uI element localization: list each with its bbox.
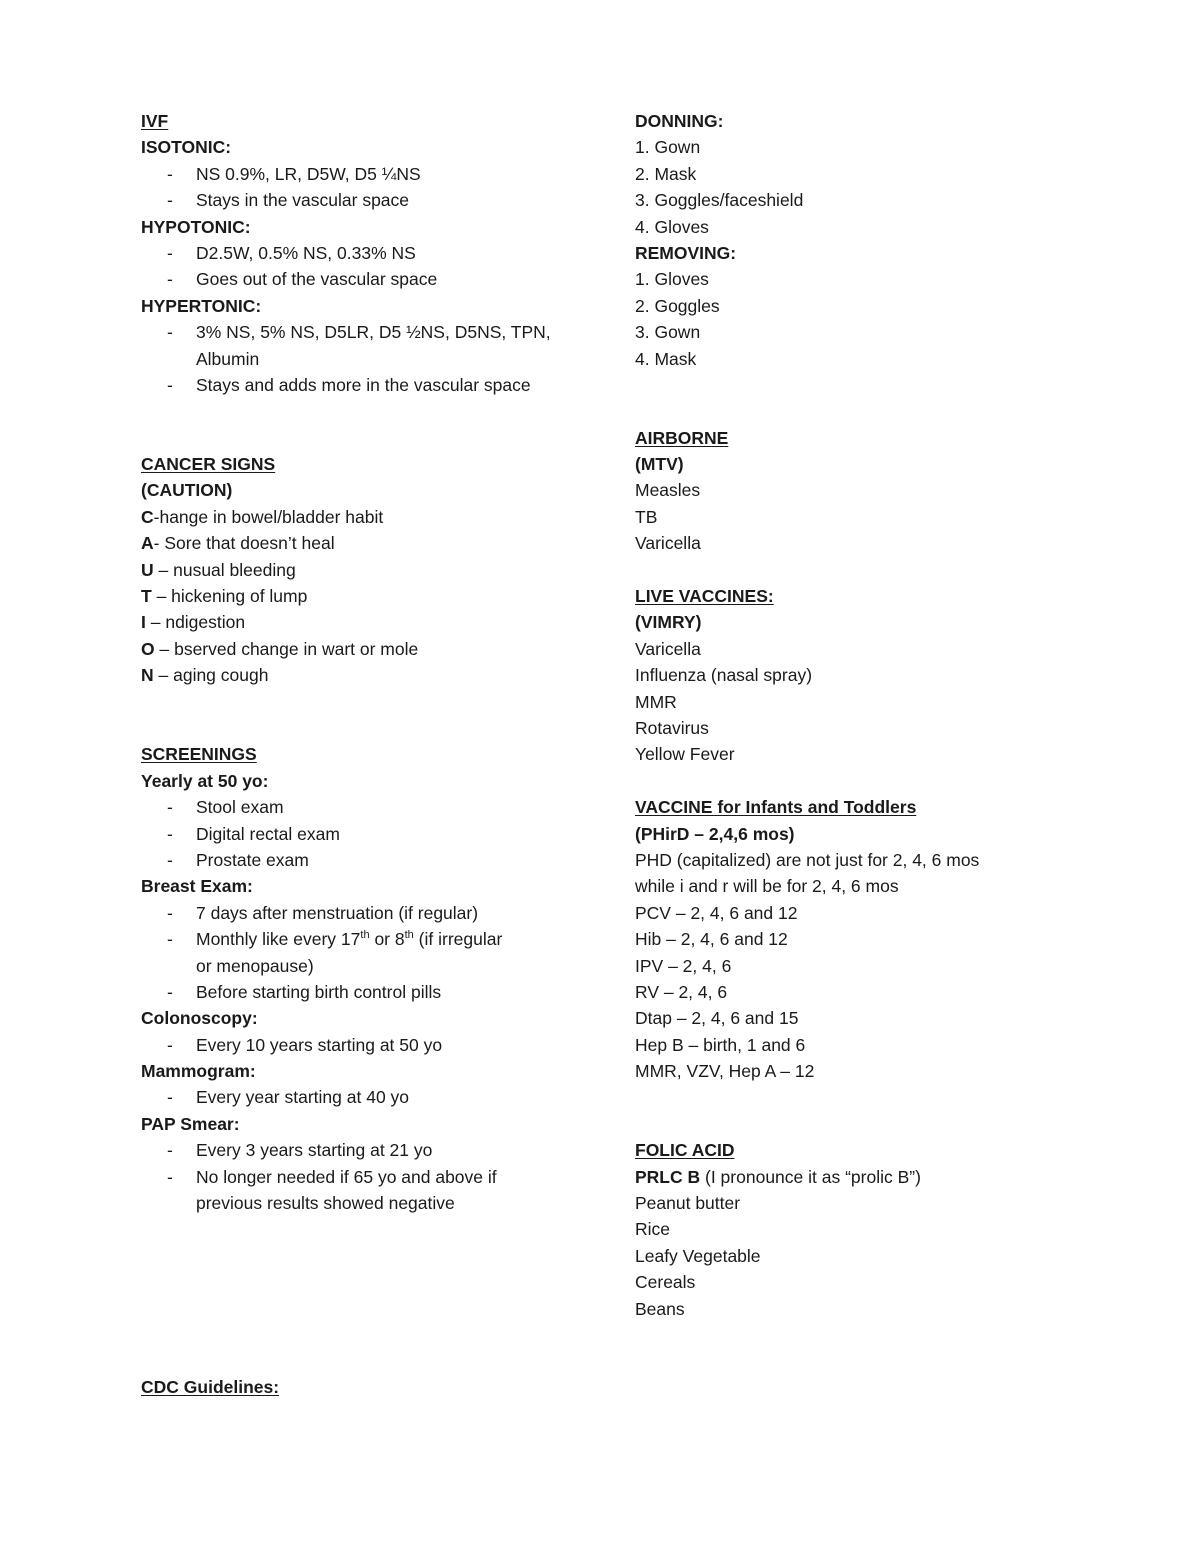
- hypotonic-heading: HYPOTONIC:: [141, 216, 251, 237]
- hypertonic-heading: HYPERTONIC:: [141, 295, 262, 316]
- folic-acid-title: FOLIC ACID: [635, 1140, 735, 1161]
- cdc-guidelines-title: CDC Guidelines:: [141, 1377, 280, 1397]
- list-item: - Every year starting at 40 yo: [141, 1084, 581, 1110]
- caution-item: C-hange in bowel/bladder habit: [141, 506, 384, 527]
- colonoscopy-heading: Colonoscopy:: [141, 1008, 258, 1029]
- list-item: Yellow Fever: [635, 744, 735, 765]
- list-item: Beans: [635, 1298, 685, 1319]
- removing-step: 2. Goggles: [635, 295, 720, 316]
- infant-vaccine-mnemonic: (PHirD – 2,4,6 mos): [635, 823, 795, 844]
- airborne-title: AIRBORNE: [635, 427, 729, 448]
- right-column: [635, 108, 1055, 1322]
- removing-step: 3. Gown: [635, 322, 701, 343]
- breast-exam-heading: Breast Exam:: [141, 876, 253, 897]
- infant-vaccine-note: PHD (capitalized) are not just for 2, 4, 6 mos: [635, 849, 980, 870]
- list-item: - Monthly like every 17th or 8th (if irregular: [141, 926, 581, 952]
- list-item: Rice: [635, 1219, 671, 1240]
- mammogram-heading: Mammogram:: [141, 1061, 256, 1082]
- list-item: - Digital rectal exam: [141, 821, 581, 847]
- donning-step: 3. Goggles/faceshield: [635, 190, 804, 211]
- list-item: PCV – 2, 4, 6 and 12: [635, 902, 798, 923]
- infant-vaccine-note: while i and r will be for 2, 4, 6 mos: [635, 876, 899, 897]
- removing-heading: REMOVING:: [635, 242, 737, 263]
- list-item: - Stool exam: [141, 794, 581, 820]
- list-item: Measles: [635, 480, 701, 501]
- list-item: Peanut butter: [635, 1193, 741, 1214]
- list-item: Varicella: [635, 638, 701, 659]
- list-item: Cereals: [635, 1272, 696, 1293]
- list-item: Influenza (nasal spray): [635, 665, 813, 686]
- list-item: - 3% NS, 5% NS, D5LR, D5 ½NS, D5NS, TPN,: [141, 319, 581, 345]
- list-item: - No longer needed if 65 yo and above if: [141, 1164, 581, 1190]
- left-column: [141, 108, 581, 1216]
- caution-item: I – ndigestion: [141, 612, 246, 633]
- list-item: - 7 days after menstruation (if regular): [141, 900, 581, 926]
- caution-item: O – bserved change in wart or mole: [141, 638, 419, 659]
- caution-item: U – nusual bleeding: [141, 559, 296, 580]
- list-item-continuation: Albumin: [196, 348, 260, 369]
- list-item: - Before starting birth control pills: [141, 979, 581, 1005]
- airborne-mnemonic: (MTV): [635, 454, 684, 475]
- yearly-heading: Yearly at 50 yo:: [141, 770, 269, 791]
- list-item: RV – 2, 4, 6: [635, 981, 728, 1002]
- list-item-continuation: or menopause): [196, 955, 314, 976]
- list-item: - Prostate exam: [141, 847, 581, 873]
- live-vaccines-title: LIVE VACCINES:: [635, 586, 774, 607]
- list-item: Varicella: [635, 533, 701, 554]
- list-item-continuation: previous results showed negative: [196, 1193, 455, 1214]
- list-item: - Stays and adds more in the vascular space: [141, 372, 581, 398]
- list-item: Dtap – 2, 4, 6 and 15: [635, 1008, 799, 1029]
- donning-step: 1. Gown: [635, 137, 701, 158]
- list-item: - NS 0.9%, LR, D5W, D5 ¼NS: [141, 161, 581, 187]
- list-item: IPV – 2, 4, 6: [635, 955, 732, 976]
- screenings-title: SCREENINGS: [141, 744, 257, 765]
- list-item: MMR, VZV, Hep A – 12: [635, 1061, 815, 1082]
- list-item: Hib – 2, 4, 6 and 12: [635, 929, 788, 950]
- ivf-title: IVF: [141, 111, 169, 131]
- donning-step: 4. Gloves: [635, 216, 709, 237]
- pap-smear-heading: PAP Smear:: [141, 1113, 240, 1134]
- caution-mnemonic: (CAUTION): [141, 480, 233, 501]
- list-item: Rotavirus: [635, 718, 709, 738]
- list-item: Hep B – birth, 1 and 6: [635, 1034, 806, 1055]
- live-vaccines-mnemonic: (VIMRY): [635, 612, 702, 633]
- list-item: MMR: [635, 691, 677, 712]
- list-item: TB: [635, 506, 658, 527]
- donning-step: 2. Mask: [635, 163, 697, 184]
- caution-item: N – aging cough: [141, 665, 269, 686]
- donning-heading: DONNING:: [635, 111, 724, 131]
- removing-step: 4. Mask: [635, 348, 697, 369]
- list-item: - D2.5W, 0.5% NS, 0.33% NS: [141, 240, 581, 266]
- caution-item: A- Sore that doesn’t heal: [141, 533, 335, 554]
- list-item: Leafy Vegetable: [635, 1245, 761, 1266]
- removing-step: 1. Gloves: [635, 269, 709, 290]
- list-item: - Every 3 years starting at 21 yo: [141, 1137, 581, 1163]
- folic-acid-mnemonic: PRLC B (I pronounce it as “prolic B”): [635, 1166, 921, 1187]
- caution-item: T – hickening of lump: [141, 586, 308, 607]
- list-item: - Every 10 years starting at 50 yo: [141, 1032, 581, 1058]
- cancer-signs-title: CANCER SIGNS: [141, 454, 276, 475]
- infant-vaccine-title: VACCINE for Infants and Toddlers: [635, 797, 917, 818]
- list-item: - Stays in the vascular space: [141, 187, 581, 213]
- isotonic-heading: ISOTONIC:: [141, 137, 232, 158]
- list-item: - Goes out of the vascular space: [141, 266, 581, 292]
